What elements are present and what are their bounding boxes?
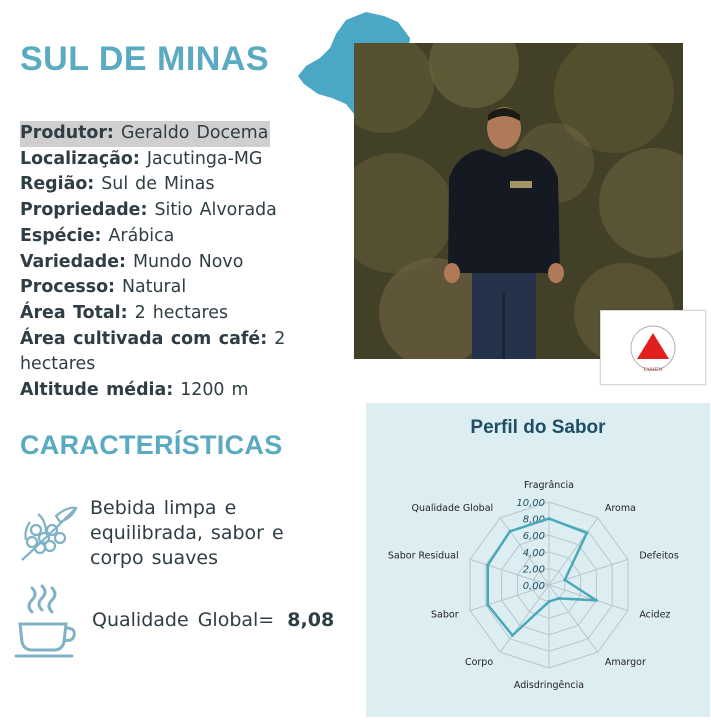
info-value: 2 hectares — [134, 302, 229, 323]
radar-tick-label: 2,00 — [522, 564, 545, 576]
info-line — [20, 224, 338, 250]
info-value: Natural — [122, 277, 187, 298]
info-line — [20, 378, 338, 404]
info-label: Produtor: — [20, 123, 114, 143]
producer-info — [20, 121, 338, 404]
radar-tick-label: 8,00 — [522, 514, 545, 526]
info-line-content — [20, 226, 174, 246]
info-line-content — [20, 303, 228, 323]
global-quality-value: 8,08 — [287, 609, 335, 631]
coffee-branch-icon — [16, 500, 80, 564]
radar-spoke — [549, 559, 628, 585]
radar-data-point — [548, 517, 551, 520]
radar-data-point — [595, 599, 598, 602]
info-line-content — [20, 174, 215, 194]
radar-data-point — [511, 634, 514, 637]
info-value: 1200 m — [180, 380, 249, 401]
info-label: Espécie: — [20, 225, 102, 246]
info-value: Jacutinga-MG — [146, 148, 263, 169]
info-line-content — [20, 200, 277, 220]
radar-data-point — [508, 530, 511, 533]
radar-data-point — [585, 531, 588, 534]
radar-category-label: Qualidade Global — [411, 503, 494, 515]
info-value: Geraldo Docema — [120, 123, 269, 143]
chart-title: Perfil do Sabor — [470, 417, 606, 438]
info-label: Altitude média: — [20, 380, 174, 401]
radar-tick-label: 0,00 — [522, 581, 545, 592]
info-line-content — [20, 380, 248, 400]
radar-category-label: Amargor — [604, 656, 646, 668]
info-value: Sul de Minas — [101, 174, 215, 195]
global-quality-label: Qualidade Global= — [92, 609, 275, 631]
radar-tick-label: 10,00 — [516, 498, 545, 509]
radar-category-label: Adisdringência — [513, 680, 585, 691]
flavor-radar-chart — [366, 403, 710, 717]
info-line-content — [20, 277, 186, 297]
global-quality — [92, 609, 334, 631]
radar-data-point — [486, 603, 489, 606]
info-label: Localização: — [20, 148, 140, 169]
info-line — [20, 198, 338, 224]
radar-data-point — [563, 578, 566, 581]
radar-tick-label: 4,00 — [522, 547, 545, 559]
info-line-content — [20, 329, 285, 375]
info-line-content — [20, 121, 270, 147]
radar-spoke — [500, 585, 549, 652]
info-line — [20, 327, 338, 378]
radar-data-point — [486, 564, 489, 567]
info-value: Mundo Novo — [133, 251, 244, 272]
info-value: Sitio Alvorada — [154, 200, 277, 221]
info-label: Área Total: — [20, 302, 128, 323]
info-line-content — [20, 149, 262, 169]
info-line — [20, 121, 338, 147]
steaming-cup-icon — [14, 584, 78, 660]
radar-category-label: Acidez — [639, 609, 671, 621]
info-label: Região: — [20, 174, 95, 195]
info-value: 2 hectares — [20, 328, 286, 375]
seal-text: TAMEN — [643, 367, 663, 373]
characteristics-description: Bebida limpa e equilibrada, sabor e corpo suaves — [90, 497, 284, 569]
info-line — [20, 250, 338, 276]
info-label: Variedade: — [20, 251, 126, 272]
page-title: SUL DE MINAS — [20, 40, 270, 78]
radar-data-point — [548, 600, 551, 603]
radar-category-label: Sabor Residual — [387, 550, 459, 562]
info-line-content — [20, 252, 243, 272]
flavor-profile-panel — [366, 403, 710, 717]
characteristics-title: CARACTERÍSTICAS — [20, 430, 283, 460]
radar-category-label: Fragrância — [524, 480, 574, 491]
radar-category-label: Sabor — [431, 609, 459, 621]
info-line — [20, 301, 338, 327]
info-line — [20, 172, 338, 198]
info-label: Propriedade: — [20, 200, 148, 221]
info-line — [20, 275, 338, 301]
info-value: Arábica — [108, 225, 175, 246]
triangle-seal-icon — [600, 310, 706, 385]
radar-category-label: Defeitos — [639, 550, 679, 562]
info-label: Área cultivada com café: — [20, 328, 268, 349]
radar-data-point — [557, 597, 560, 600]
info-label: Processo: — [20, 277, 115, 298]
radar-category-label: Aroma — [604, 503, 636, 515]
info-line — [20, 147, 338, 173]
radar-category-label: Corpo — [464, 656, 494, 668]
radar-tick-label: 6,00 — [522, 531, 545, 543]
